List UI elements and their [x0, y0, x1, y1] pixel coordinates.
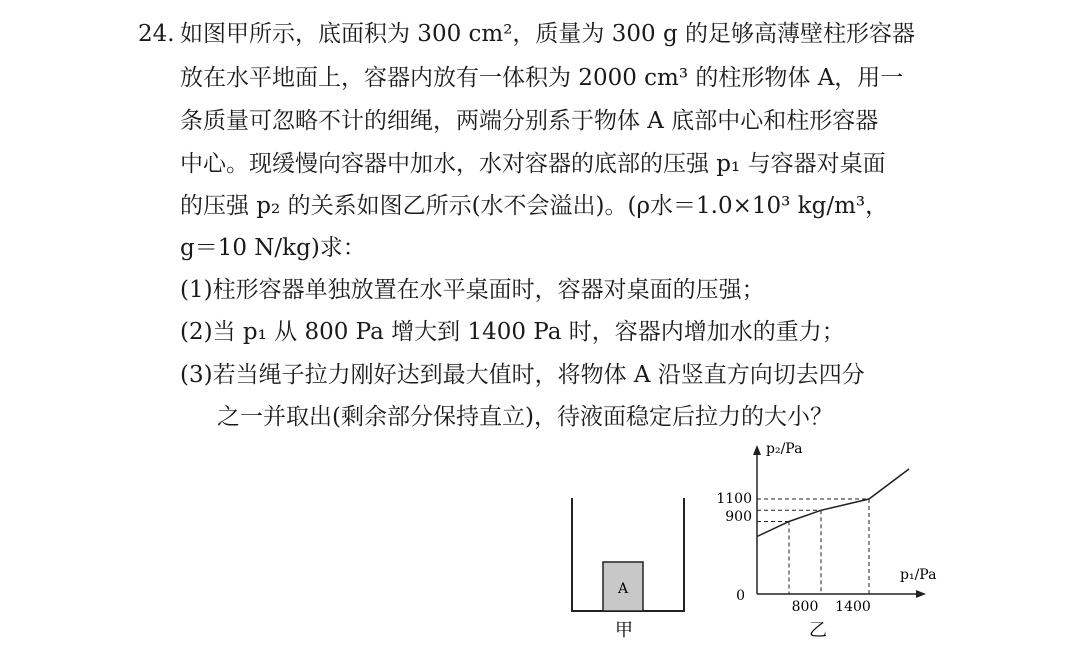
series-line: [757, 469, 909, 537]
figure-yi-caption: 乙: [809, 620, 827, 641]
origin-label: 0: [736, 588, 745, 604]
question-2: (2)当 p₁ 从 800 Pa 增大到 1400 Pa 时，容器内增加水的重力；: [180, 319, 845, 345]
y-tick-1100: 1100: [716, 491, 752, 507]
y-axis-arrow: [753, 445, 761, 455]
y-tick-900: 900: [725, 509, 752, 525]
x-axis-label: p₁/Pa: [900, 567, 937, 583]
object-a-label: A: [617, 581, 629, 597]
question-3: (3)若当绳子拉力刚好达到最大值时，将物体 A 沿竖直方向切去四分: [180, 362, 865, 388]
question-3-cont: 之一并取出(剩余部分保持直立)，待液面稳定后拉力的大小？: [217, 404, 833, 430]
x-tick-800: 800: [791, 599, 819, 615]
problem-line-1: 如图甲所示，底面积为 300 cm²，质量为 300 g 的足够高薄壁柱形容器: [180, 21, 915, 47]
problem-line-6: g＝10 N/kg)求：: [180, 235, 366, 261]
y-axis-label: p₂/Pa: [766, 441, 803, 457]
problem-line-5: 的压强 p₂ 的关系如图乙所示(水不会溢出)。(ρ水＝1.0×10³ kg/m³，: [180, 193, 889, 219]
figure-jia: [572, 498, 684, 641]
problem-line-2: 放在水平地面上，容器内放有一体积为 2000 cm³ 的柱形物体 A，用一: [180, 65, 904, 91]
question-1: (1)柱形容器单独放置在水平桌面时，容器对桌面的压强；: [180, 277, 765, 303]
figure-jia-caption: 甲: [615, 620, 633, 641]
chart-yi: [716, 441, 936, 641]
x-tick-1400: 1400: [835, 599, 871, 615]
problem-line-3: 条质量可忽略不计的细绳，两端分别系于物体 A 底部中心和柱形容器: [180, 108, 879, 134]
x-axis-arrow: [916, 590, 926, 598]
problem-number: 24.: [138, 21, 175, 47]
problem-line-4: 中心。现缓慢向容器中加水，水对容器的底部的压强 p₁ 与容器对桌面: [180, 151, 886, 177]
